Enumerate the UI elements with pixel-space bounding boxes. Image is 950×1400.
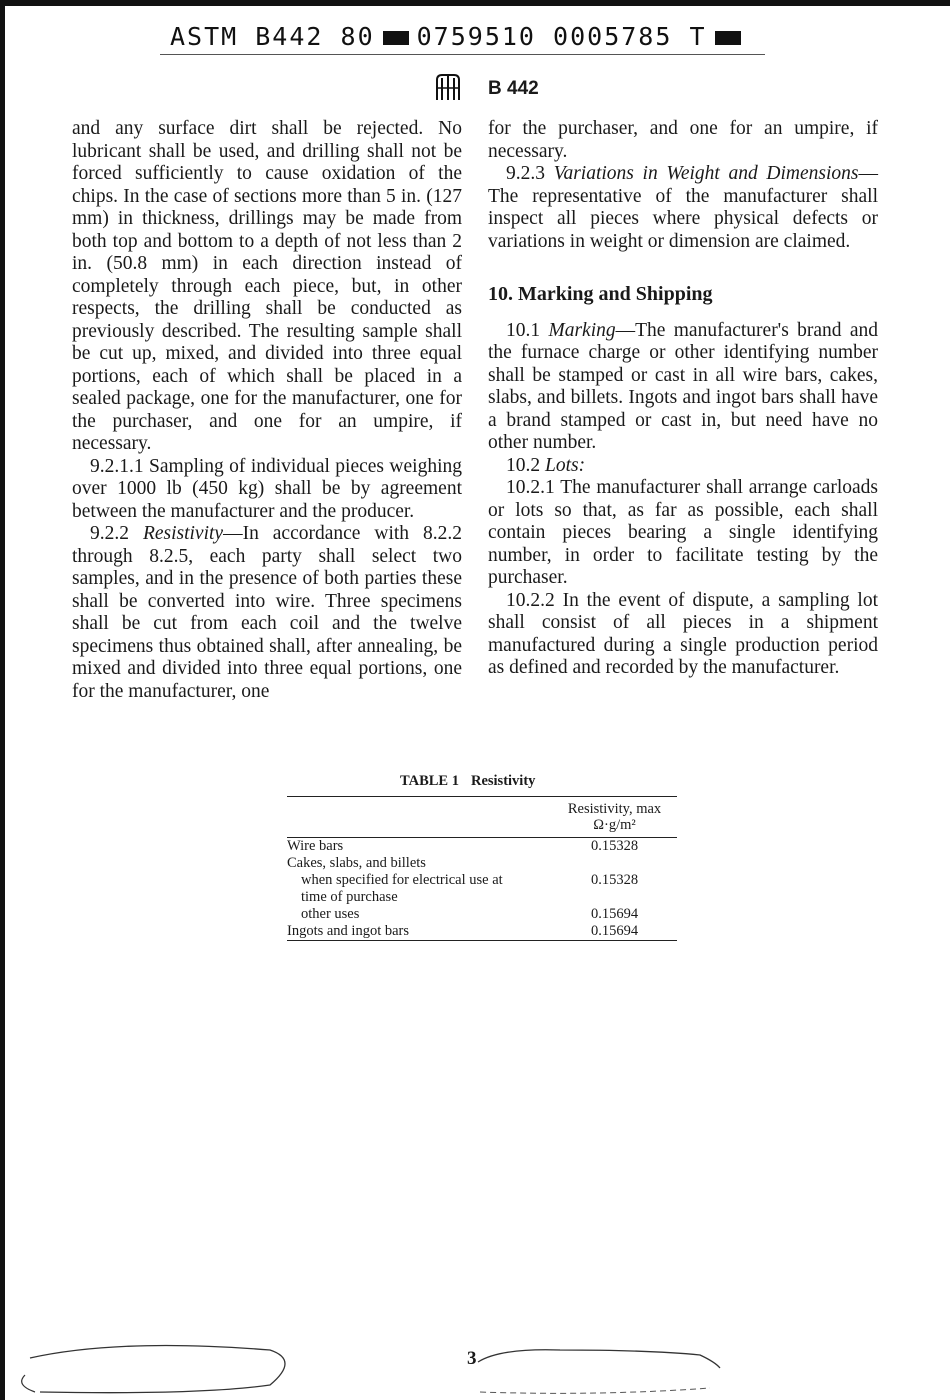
row-label: Ingots and ingot bars bbox=[287, 923, 410, 939]
page-top-border bbox=[0, 0, 950, 6]
left-column bbox=[72, 118, 462, 703]
row-value bbox=[552, 855, 677, 872]
section-heading: 10. Marking and Shipping bbox=[488, 283, 713, 305]
paragraph: 10.2.2 In the event of dispute, a sampling lot shall consist of all pieces in a shipment manufactured during a single production period as defined and recorded by the manufacturer. bbox=[488, 589, 878, 678]
table-rule bbox=[287, 940, 677, 941]
header-rule bbox=[160, 54, 765, 55]
paragraph: 9.2.1.1 Sampling of individual pieces weighing over 1000 lb (450 kg) shall be by agreement between the manufacturer and the producer. bbox=[72, 455, 462, 522]
row-label: Cakes, slabs, and billets bbox=[287, 855, 426, 871]
table-row bbox=[287, 923, 677, 940]
table-row bbox=[287, 838, 677, 855]
row-value: 0.15328 bbox=[590, 872, 639, 888]
table-row bbox=[287, 906, 677, 923]
table-label: TABLE 1 bbox=[400, 773, 459, 789]
document-header-code bbox=[170, 22, 749, 51]
row-value: 0.15694 bbox=[590, 906, 639, 922]
page-number: 3 bbox=[467, 1348, 477, 1369]
right-column bbox=[488, 118, 878, 680]
header-code-part1: ASTM B442 80 bbox=[170, 22, 375, 51]
standard-number: B 442 bbox=[488, 78, 539, 99]
table-row bbox=[287, 872, 677, 889]
paragraph: 10.2.1 The manufacturer shall arrange carloads or lots so that, as far as possible, each shall contain pieces bearing a single identifying number, in order to facilitate testing by the purchaser. bbox=[488, 477, 878, 588]
row-value: 0.15328 bbox=[590, 838, 639, 854]
redaction-block bbox=[715, 31, 741, 45]
header-code-part2: 0759510 0005785 T bbox=[416, 22, 707, 51]
row-value: 0.15694 bbox=[590, 923, 639, 939]
table-title: Resistivity bbox=[470, 773, 536, 789]
row-label: when specified for electrical use at bbox=[301, 872, 503, 888]
table-row bbox=[287, 889, 677, 906]
resistivity-table bbox=[287, 796, 677, 941]
table-column-header bbox=[287, 797, 677, 837]
paragraph: 10.1 Marking—The manufacturer's brand and the furnace charge or other identifying number shall be stamped or cast in all wire bars, cakes, slabs, and billets. Ingots and ingot bars shall have a brand stamped or cast in, but need have no other number. bbox=[488, 319, 878, 453]
row-value bbox=[552, 889, 677, 906]
row-label: other uses bbox=[301, 906, 360, 922]
page-left-border bbox=[0, 0, 5, 1400]
row-label: Wire bars bbox=[287, 838, 344, 854]
paragraph: 9.2.3 Variations in Weight and Dimensions—The representative of the manufacturer shall inspect all pieces where physical defects or variations in weight or dimension are claimed. bbox=[488, 163, 879, 252]
column-header-line: Resistivity, max bbox=[567, 801, 662, 817]
column-header-units: Ω·g/m² bbox=[593, 817, 636, 833]
row-label: time of purchase bbox=[301, 889, 398, 905]
table-caption bbox=[400, 773, 535, 790]
table-row bbox=[287, 855, 677, 872]
astm-logo-icon bbox=[433, 72, 463, 109]
paragraph: for the purchaser, and one for an umpire, if necessary. bbox=[488, 118, 878, 162]
paragraph: 10.2 Lots: bbox=[506, 454, 586, 476]
redaction-block bbox=[383, 31, 409, 45]
paragraph: and any surface dirt shall be rejected. No lubricant shall be used, and drilling shall not be forced sufficiently to cause oxidation of the chips. In the case of sections more than 5 in. (127 mm) in thickness, drillings may be made from both top and bottom to a depth of not less than 2 in. (50.8 mm) in each direction instead of completely through each piece, but, in other respects, the drilling shall be conducted as previously described. The resulting sample shall be cut up, mixed, and divided into three equal portions, each of which shall be placed in a sealed package, one for the manufacturer, one for the purchaser, and one for an umpire, if necessary. bbox=[72, 118, 462, 454]
paragraph: 9.2.2 Resistivity—In accordance with 8.2.2 through 8.2.5, each party shall select two samples, and in the presence of both parties these shall be converted into wire. Three specimens shall be cut from each coil and the twelve specimens thus obtained shall, after annealing, be mixed and divided into three equal portions, one for the manufacturer, one bbox=[72, 523, 462, 702]
